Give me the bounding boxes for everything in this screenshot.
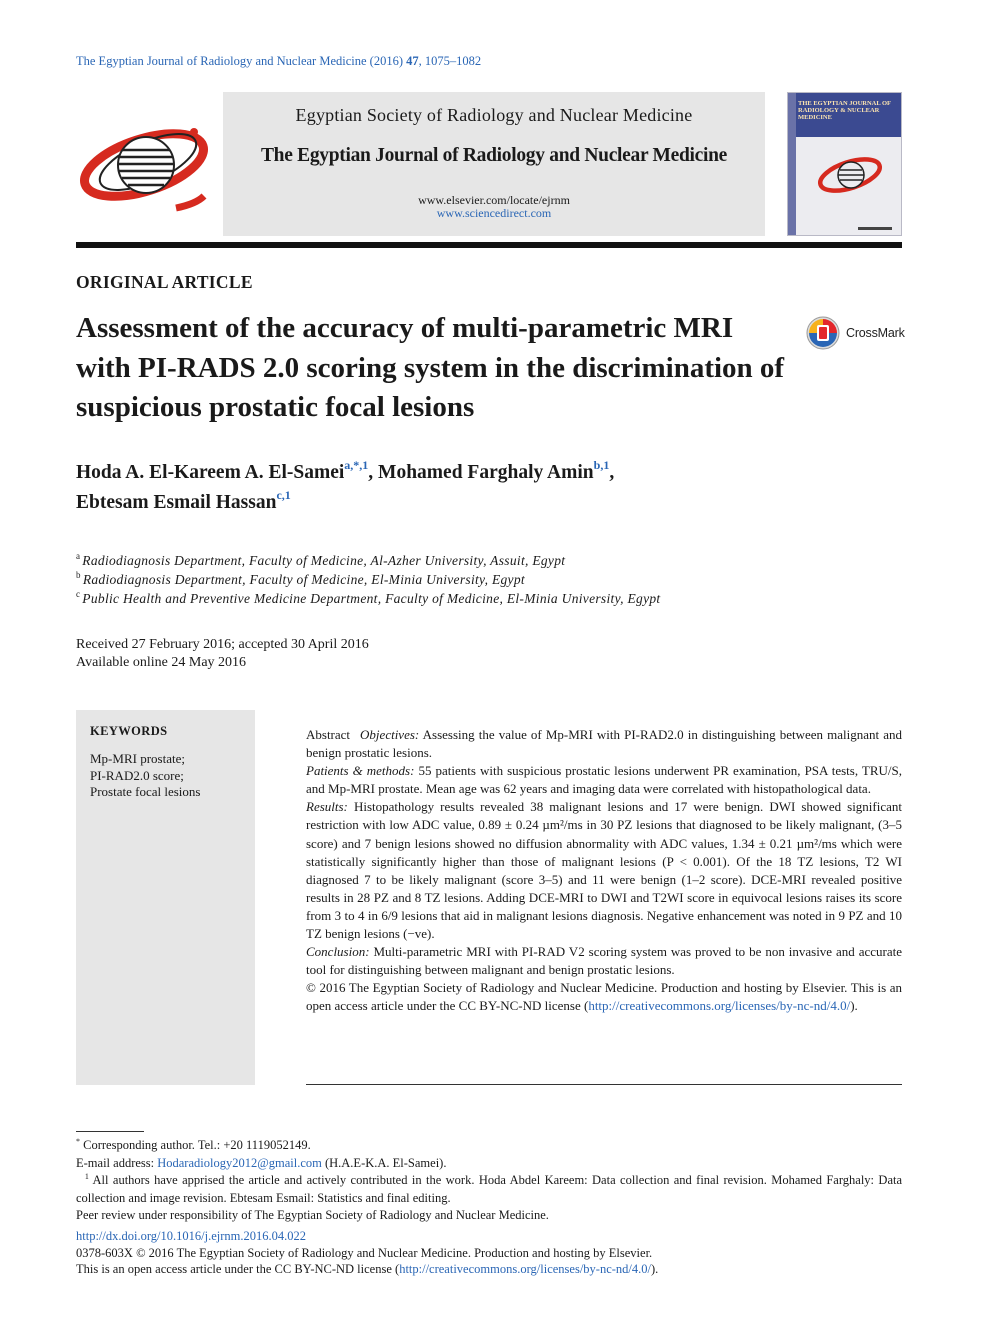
affiliation-c <box>76 591 660 607</box>
affil-mark: a <box>76 551 81 561</box>
author-name: Hoda A. El-Kareem A. El-Samei <box>76 462 345 483</box>
author-list <box>76 458 856 518</box>
keyword-item: Mp-MRI prostate; <box>90 751 185 766</box>
contributions-text: All authors have apprised the article and actively contributed in the work. Hoda Abdel Kareem: Data collection and final revision. Mohamed Farghaly: Data collection and image revision. Ebtesam Esmail: Statistics and final editing. <box>76 1173 903 1205</box>
peer-review-note: Peer review under responsibility of The Egyptian Society of Radiology and Nuclear Medicine. <box>76 1208 549 1222</box>
author-separator: , <box>368 462 379 483</box>
affil-text: Radiodiagnosis Department, Faculty of Medicine, Al-Azher University, Assuit, Egypt <box>82 553 566 568</box>
elsevier-url[interactable]: www.elsevier.com/locate/ejrnm <box>418 193 570 207</box>
journal-reference[interactable] <box>76 54 481 69</box>
email-link[interactable]: Hodaradiology2012@gmail.com <box>157 1155 322 1170</box>
objectives-text: Assessing the value of Mp-MRI with PI-RAD2.0 in distinguishing between malignant and benign prostatic lesions. <box>306 727 902 761</box>
conclusion-label: Conclusion: <box>306 944 370 960</box>
abstract-copyright <box>306 979 902 1015</box>
society-logo <box>76 110 216 220</box>
footnote-mark: 1 <box>84 1172 89 1181</box>
keywords-list <box>90 751 200 801</box>
author-affil-mark[interactable]: c,1 <box>276 488 291 502</box>
abstract-objectives <box>306 726 902 762</box>
crossmark-label[interactable]: CrossMark <box>846 326 905 340</box>
affil-text: Radiodiagnosis Department, Faculty of Medicine, El-Minia University, Egypt <box>82 572 525 587</box>
methods-label: Patients & methods: <box>306 763 415 779</box>
received-line: Received 27 February 2016; accepted 30 April 2016 <box>76 637 369 652</box>
results-text: Histopathology results revealed 38 malignant lesions and 17 were benign. DWI showed significant restriction with low ADC value, 0.89 ± 0.24 µm²/ms in 30 PZ lesions that diagnosed to be likely malignant, (3–5 score) and 7 benign lesions showed no diffusion abnormality with ADC values, 1.34 ± 0.21 µm²/ms which were statistically significantly higher than those of malignant lesions (P < 0.001). Of the 18 TZ lesions, T2 WI diagnosed 7 to be likely malignant (score 3–5) and 11 were benign (1–2 score). DCE-MRI revealed positive results in 28 PZ and 8 TZ lesions. Adding DCE-MRI to DWI and T2WI score in equivocal lesions raises its score from 3 to 4 in 6/9 lesions that aid in malignant lesions diagnosis. Negative enhancement was noted in 9 PZ and 10 TZ benign lesions (−ve). <box>306 799 903 942</box>
keywords-title: KEYWORDS <box>90 724 168 738</box>
journal-cover[interactable] <box>787 92 902 236</box>
cover-title: THE EGYPTIAN JOURNAL OF RADIOLOGY & NUCLEAR MEDICINE <box>798 100 891 121</box>
footnote-mark: * <box>76 1137 80 1146</box>
objectives-label: Objectives: <box>360 727 420 742</box>
journal-ref-text: The Egyptian Journal of Radiology and Nuclear Medicine (2016) <box>76 54 403 68</box>
footnotes <box>76 1137 902 1225</box>
header-rule <box>76 242 902 248</box>
affil-text: Public Health and Preventive Medicine Department, Faculty of Medicine, El-Minia University, Egypt <box>82 591 661 606</box>
footnote-rule <box>76 1131 144 1132</box>
email-label: E-mail address: <box>76 1155 155 1170</box>
author-affil-mark[interactable]: a,*,1 <box>344 458 369 472</box>
article-title: Assessment of the accuracy of multi-parametric MRI with PI-RADS 2.0 scoring system in the discrimination of suspicious prostatic focal lesions <box>76 312 785 423</box>
copyright-text: © 2016 The Egyptian Society of Radiology and Nuclear Medicine. Production and hosting by Elsevier. This is an open access article under the CC BY-NC-ND license ( <box>306 980 902 1014</box>
copyright-end: ). <box>850 998 858 1014</box>
abstract-conclusion <box>306 943 902 979</box>
keyword-item: Prostate focal lesions <box>90 784 201 799</box>
abstract <box>306 726 902 1016</box>
license-suffix: ). <box>650 1262 659 1276</box>
abstract-rule <box>306 1084 902 1085</box>
keyword-item: PI-RAD2.0 score; <box>90 767 184 783</box>
contributions-note <box>76 1172 902 1207</box>
affiliation-b <box>76 572 525 588</box>
author-separator: , <box>609 462 615 483</box>
license-line <box>76 1261 902 1278</box>
abstract-methods <box>306 762 902 798</box>
methods-text: 55 patients with suspicious prostatic lesions underwent PR examination, PSA tests, TRU/S, and Mp-MRI prostate. Mean age was 62 years and imaging data were correlated with histopathological data. <box>306 763 902 797</box>
abstract-results <box>306 798 902 943</box>
results-label: Results: <box>306 799 348 815</box>
corresponding-text: Corresponding author. Tel.: +20 1119052149. <box>83 1138 311 1152</box>
author-name: Ebtesam Esmail Hassan <box>76 492 277 513</box>
email-owner: (H.A.E-K.A. El-Samei). <box>324 1155 447 1170</box>
bottom-info <box>76 1228 902 1278</box>
affil-mark: b <box>76 570 81 580</box>
journal-ref-volume: 47 <box>406 54 419 68</box>
affiliation-a <box>76 553 565 569</box>
abstract-label: Abstract <box>306 727 351 742</box>
issn-line: 0378-603X © 2016 The Egyptian Society of Radiology and Nuclear Medicine. Production and hosting by Elsevier. <box>76 1245 653 1260</box>
license-link[interactable]: http://creativecommons.org/licenses/by-nc-nd/4.0/ <box>399 1262 651 1276</box>
cover-logo <box>816 145 886 205</box>
cover-side-stripe <box>788 93 796 236</box>
journal-name: The Egyptian Journal of Radiology and Nuclear Medicine <box>260 145 728 166</box>
conclusion-text: Multi-parametric MRI with PI-RAD V2 scoring system was proved to be non invasive and accurate tool for distinguishing between malignant and benign prostatic lesions. <box>306 944 903 978</box>
society-name: Egyptian Society of Radiology and Nuclear Medicine <box>295 105 693 125</box>
email-note <box>76 1155 902 1173</box>
affil-mark: c <box>76 589 81 599</box>
article-dates <box>76 636 369 672</box>
cover-footer-mark <box>858 227 892 230</box>
corresponding-author-note <box>76 1137 902 1155</box>
author-name: Mohamed Farghaly Amin <box>378 462 594 483</box>
available-line: Available online 24 May 2016 <box>76 655 247 670</box>
license-link[interactable]: http://creativecommons.org/licenses/by-nc-nd/4.0/ <box>588 998 851 1014</box>
doi-link[interactable]: http://dx.doi.org/10.1016/j.ejrnm.2016.04.022 <box>76 1229 306 1243</box>
author-affil-mark[interactable]: b,1 <box>593 458 610 472</box>
journal-ref-pages: , 1075–1082 <box>418 54 482 68</box>
license-prefix: This is an open access article under the CC BY-NC-ND license ( <box>76 1262 400 1276</box>
sciencedirect-url[interactable]: www.sciencedirect.com <box>436 206 552 220</box>
article-type: ORIGINAL ARTICLE <box>76 272 253 292</box>
